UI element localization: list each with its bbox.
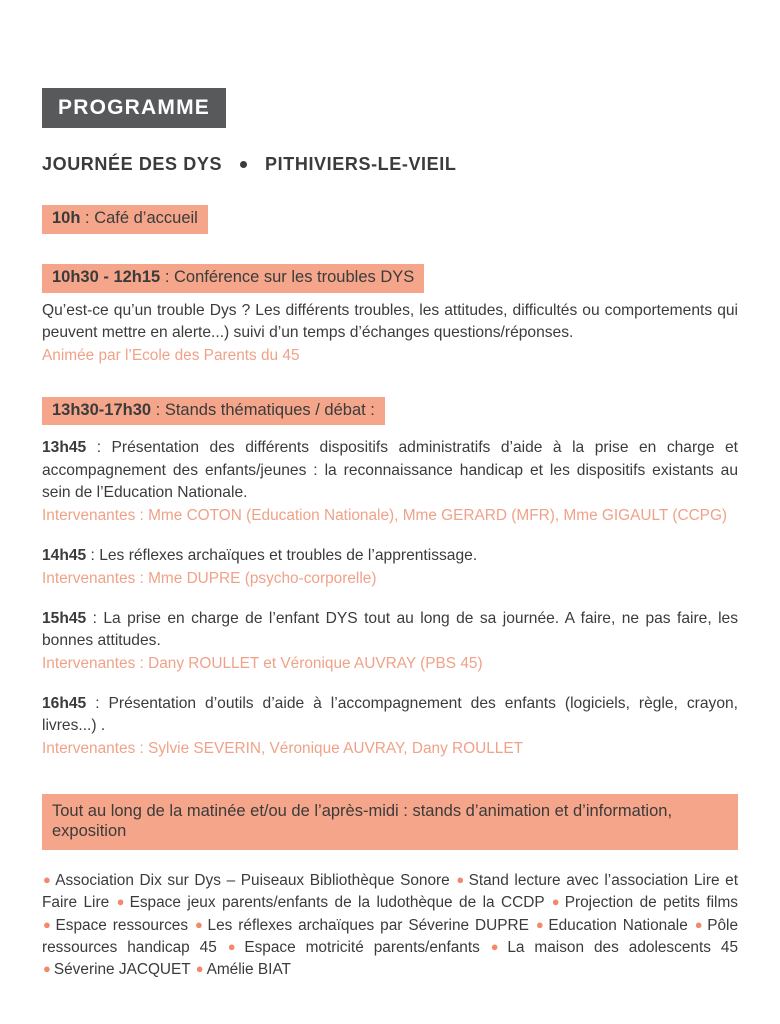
bullet-dot-icon: ●: [456, 872, 466, 888]
bullet-item: Stand lecture avec l’association Lire et Faire Lire: [42, 872, 738, 912]
bullet-dot-icon: ●: [116, 894, 127, 910]
entry-time: 15h45: [42, 609, 87, 627]
allday-banner: Tout au long de la matinée et/ou de l’après-midi : stands d’animation et d’information, exposition: [42, 794, 738, 850]
bullet-dot-icon: ●: [43, 961, 51, 977]
time-label: 13h30-17h30: [52, 400, 152, 419]
bullet-dot-icon: ●: [490, 939, 505, 955]
schedule-item-welcome: [42, 205, 738, 234]
bullet-dot-icon: ●: [535, 916, 546, 932]
separator-dot-icon: [240, 161, 247, 168]
allday-bullet-list: [42, 870, 738, 982]
stands-entry: [42, 545, 738, 590]
entry-text: [42, 608, 738, 652]
bullet-item: La maison des adolescents 45: [507, 939, 738, 957]
entry-time: 13h45: [42, 439, 87, 457]
bullet-dot-icon: ●: [227, 939, 242, 955]
entry-body: : Présentation des différents dispositifs administratifs d’aide à la prise en charge et accompagnement des enfants/jeunes : la reconnaissance handicap et les dispositifs existants au sein de l’Education Nationale.: [42, 439, 738, 501]
time-heading: : Stands thématiques / débat :: [151, 400, 375, 419]
programme-badge: PROGRAMME: [42, 88, 226, 128]
time-heading: : Conférence sur les troubles DYS: [160, 267, 415, 286]
bullet-item: Pôle ressources handicap 45: [42, 916, 739, 957]
stands-entry: [42, 437, 738, 526]
conference-description: Qu’est-ce qu’un trouble Dys ? Les différents troubles, les attitudes, difficultés ou comportements qui peuvent mettre en alerte...) suivi d’un temps d’échanges questions/réponses.: [42, 301, 738, 341]
bullet-dot-icon: ●: [551, 894, 562, 910]
time-heading: : Café d’accueil: [80, 209, 198, 227]
bullet-dot-icon: ●: [195, 961, 204, 977]
bullet-item: Education Nationale: [548, 916, 688, 934]
conference-speakers: Animée par l’Ecole des Parents du 45: [42, 346, 300, 364]
time-badge: [42, 397, 385, 426]
entry-speakers: Intervenantes : Sylvie SEVERIN, Véronique AUVRAY, Dany ROULLET: [42, 739, 524, 757]
entry-body: : Les réflexes archaïques et troubles de l’apprentissage.: [86, 546, 478, 564]
event-name: JOURNÉE DES DYS: [42, 154, 223, 174]
bullet-item: Espace jeux parents/enfants de la ludothèque de la CCDP: [129, 894, 545, 912]
entry-text: [42, 437, 738, 503]
time-label: 10h: [52, 209, 81, 227]
entry-body: : La prise en charge de l’enfant DYS tout au long de sa journée. A faire, ne pas faire, les bonnes attitudes.: [42, 609, 738, 649]
schedule-item-stands: [42, 397, 738, 760]
bullet-item: Séverine JACQUET: [53, 961, 191, 979]
bullet-item: Espace ressources: [55, 916, 189, 934]
bullet-dot-icon: ●: [694, 916, 705, 932]
entry-time: 14h45: [42, 546, 87, 564]
time-badge: [42, 264, 424, 293]
entry-text: [42, 693, 738, 737]
time-label: 10h30 - 12h15: [52, 267, 161, 286]
stands-entry: [42, 608, 738, 675]
entry-text: [42, 545, 738, 567]
event-location: PITHIVIERS-LE-VIEIL: [265, 154, 457, 174]
allday-section: [42, 794, 738, 982]
stands-entry: [42, 693, 738, 760]
time-badge: [42, 205, 208, 234]
bullet-item: Association Dix sur Dys – Puiseaux Bibliothèque Sonore: [55, 872, 450, 890]
schedule-item-conference: [42, 264, 738, 367]
bullet-dot-icon: ●: [195, 916, 205, 932]
entry-speakers: Intervenantes : Dany ROULLET et Véronique AUVRAY (PBS 45): [42, 654, 483, 672]
bullet-dot-icon: ●: [43, 872, 53, 888]
entry-body: : Présentation d’outils d’aide à l’accompagnement des enfants (logiciels, règle, crayon, livres...) .: [42, 694, 738, 734]
bullet-item: Amélie BIAT: [206, 961, 291, 979]
bullet-dot-icon: ●: [43, 916, 53, 932]
event-subtitle: [42, 154, 738, 175]
bullet-item: Projection de petits films: [564, 894, 738, 912]
bullet-item: Les réflexes archaïques par Séverine DUPRE: [207, 916, 529, 934]
entry-time: 16h45: [42, 694, 87, 712]
entry-speakers: Intervenantes : Mme DUPRE (psycho-corporelle): [42, 569, 377, 587]
entry-speakers: Intervenantes : Mme COTON (Education Nationale), Mme GERARD (MFR), Mme GIGAULT (CCPG): [42, 506, 728, 524]
bullet-item: Espace motricité parents/enfants: [244, 939, 480, 957]
